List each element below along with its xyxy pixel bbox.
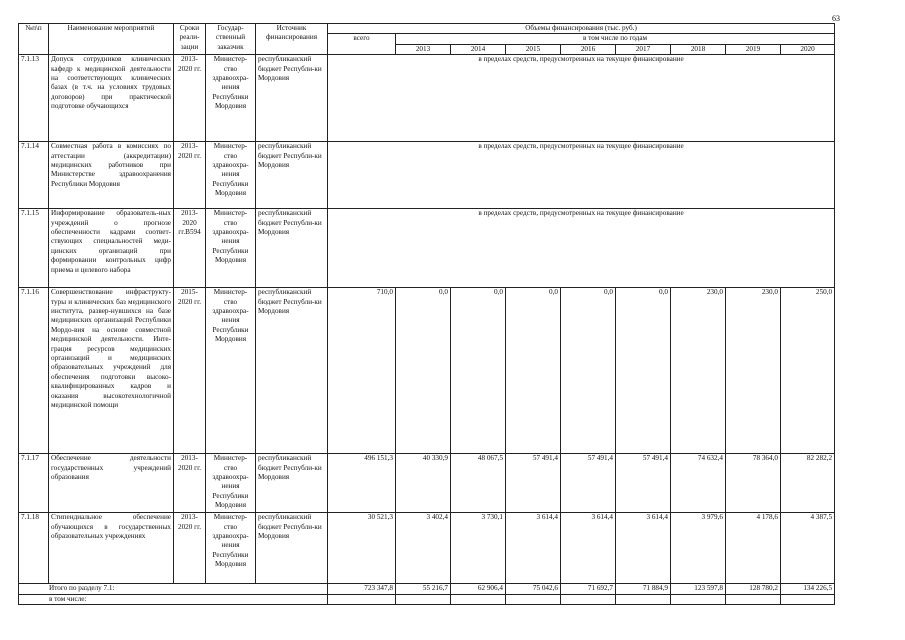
header-year: 2016	[561, 44, 616, 54]
row-source: республиканский бюджет Республи-ки Мордовия	[256, 513, 328, 584]
row-source: республиканский бюджет Республи-ки Мордовия	[256, 454, 328, 513]
header-name: Наименование мероприятий	[49, 24, 174, 55]
row-total: 496 151,3	[328, 454, 396, 513]
header-year: 2018	[671, 44, 726, 54]
row-customer: Министер-ство здравоохра-нения Республики Мордовия	[206, 513, 256, 584]
row-year-value: 230,0	[671, 288, 726, 454]
row-customer: Министер-ство здравоохра-нения Республики Мордовия	[206, 209, 256, 288]
header-row	[19, 24, 835, 34]
total-row	[19, 584, 835, 594]
row-name: Стипендиальное обеспечение обучающихся в государственных образовательных учреждениях	[49, 513, 174, 584]
row-customer: Министер-ство здравоохра-нения Республики Мордовия	[206, 454, 256, 513]
row-term: 2013-2020 гг.	[174, 55, 206, 142]
row-total: 30 521,3	[328, 513, 396, 584]
total-sum: 723 347,8	[328, 584, 396, 594]
table-row	[19, 209, 835, 288]
header-by-year: в том числе по годам	[396, 34, 835, 44]
table-row	[19, 454, 835, 513]
row-funding-note: в пределах средств, предусмотренных на текущее финансирование	[328, 55, 835, 142]
row-num: 7.1.15	[19, 209, 49, 288]
row-customer: Министер-ство здравоохра-нения Республики Мордовия	[206, 55, 256, 142]
row-term: 2013-2020 гг.	[174, 454, 206, 513]
row-funding-note: в пределах средств, предусмотренных на текущее финансирование	[328, 209, 835, 288]
row-year-value: 3 979,6	[671, 513, 726, 584]
row-year-value: 57 491,4	[561, 454, 616, 513]
row-funding-note: в пределах средств, предусмотренных на текущее финансирование	[328, 142, 835, 209]
row-year-value: 3 614,4	[506, 513, 561, 584]
row-year-value: 40 330,9	[396, 454, 451, 513]
row-term: 2013-2020 гг.В594	[174, 209, 206, 288]
row-year-value: 230,0	[726, 288, 781, 454]
row-year-value: 250,0	[781, 288, 835, 454]
row-source: республиканский бюджет Республи-ки Мордовия	[256, 55, 328, 142]
total-year-value: 62 906,4	[451, 584, 506, 594]
row-year-value: 0,0	[616, 288, 671, 454]
total-year-value: 128 780,2	[726, 584, 781, 594]
total-year-value: 71 692,7	[561, 584, 616, 594]
including-row	[19, 594, 835, 604]
row-name: Информирование образователь-ных учреждений о прогнозе обеспеченности кадрами соответ-ствующих специальностей меди-цинских организаций при формировании контрольных цифр приема и целевого набора	[49, 209, 174, 288]
row-name: Допуск сотрудников клинических кафедр к медицинской деятельности на соответствующих клинических базах (в т.ч. на условиях трудовых договоров) при практической подготовке обучающихся	[49, 55, 174, 142]
row-term: 2013-2020 гг.	[174, 513, 206, 584]
empty-cell	[561, 594, 616, 604]
row-num: 7.1.16	[19, 288, 49, 454]
header-funding: Объемы финансирования (тыс. руб.)	[328, 24, 835, 34]
row-num: 7.1.14	[19, 142, 49, 209]
row-year-value: 0,0	[561, 288, 616, 454]
header-year: 2013	[396, 44, 451, 54]
row-num: 7.1.13	[19, 55, 49, 142]
row-term: 2013-2020 гг.	[174, 142, 206, 209]
total-year-value: 134 226,5	[781, 584, 835, 594]
row-year-value: 78 364,0	[726, 454, 781, 513]
row-name: Совместная работа в комиссиях по аттестации (аккредитации) медицинских работников при Министерстве здравоохранения Республики Мордовия	[49, 142, 174, 209]
empty-cell	[616, 594, 671, 604]
header-total: всего	[328, 34, 396, 55]
row-year-value: 57 491,4	[616, 454, 671, 513]
row-total: 710,0	[328, 288, 396, 454]
total-year-value: 75 042,6	[506, 584, 561, 594]
header-year: 2017	[616, 44, 671, 54]
header-customer: Государ-ственный заказчик	[206, 24, 256, 55]
table-row	[19, 55, 835, 142]
row-num: 7.1.18	[19, 513, 49, 584]
row-customer: Министер-ство здравоохра-нения Республики Мордовия	[206, 142, 256, 209]
total-year-value: 55 216,7	[396, 584, 451, 594]
row-year-value: 57 491,4	[506, 454, 561, 513]
row-name: Совершенствование инфраструкту-туры и клинических баз медицинского института, развер-нувшихся на базе медицинских организаций Республики Мордо-вия на основе совместной медицинской деятельности. Инте-грация ресурсов медицинских организаций и медицинских образовательных учреждений для обеспечения подготовки высоко-квалифицированных кадров и оказания высокотехнологичной медицинской помощи	[49, 288, 174, 454]
row-num: 7.1.17	[19, 454, 49, 513]
header-year: 2020	[781, 44, 835, 54]
header-year: 2014	[451, 44, 506, 54]
row-year-value: 3 402,4	[396, 513, 451, 584]
row-year-value: 82 282,2	[781, 454, 835, 513]
row-year-value: 48 067,5	[451, 454, 506, 513]
row-term: 2015-2020 гг.	[174, 288, 206, 454]
header-year: 2019	[726, 44, 781, 54]
row-year-value: 0,0	[506, 288, 561, 454]
row-source: республиканский бюджет Республи-ки Мордовия	[256, 209, 328, 288]
funding-table	[18, 23, 835, 605]
row-year-value: 3 614,4	[561, 513, 616, 584]
header-num: №п\п	[19, 24, 49, 55]
empty-cell	[726, 594, 781, 604]
row-year-value: 0,0	[451, 288, 506, 454]
row-year-value: 3 614,4	[616, 513, 671, 584]
empty-cell	[671, 594, 726, 604]
total-year-value: 123 597,8	[671, 584, 726, 594]
header-term: Сроки реали-зации	[174, 24, 206, 55]
header-year: 2015	[506, 44, 561, 54]
empty-cell	[506, 594, 561, 604]
row-year-value: 3 730,1	[451, 513, 506, 584]
row-year-value: 4 178,6	[726, 513, 781, 584]
table-row	[19, 513, 835, 584]
empty-cell	[451, 594, 506, 604]
row-customer: Министер-ство здравоохра-нения Республики Мордовия	[206, 288, 256, 454]
row-year-value: 4 387,5	[781, 513, 835, 584]
total-label: Итого по разделу 7.1:	[19, 584, 328, 594]
row-year-value: 74 632,4	[671, 454, 726, 513]
row-name: Обеспечение деятельности государственных учреждений образования	[49, 454, 174, 513]
row-year-value: 0,0	[396, 288, 451, 454]
including-label: в том числе:	[19, 594, 328, 604]
header-source: Источник финансирования	[256, 24, 328, 55]
row-source: республиканский бюджет Республи-ки Мордовия	[256, 288, 328, 454]
empty-cell	[781, 594, 835, 604]
table-row	[19, 142, 835, 209]
empty-cell	[328, 594, 396, 604]
table-row	[19, 288, 835, 454]
empty-cell	[396, 594, 451, 604]
total-year-value: 71 884,9	[616, 584, 671, 594]
page-number: 63	[832, 14, 840, 23]
row-source: республиканский бюджет Республи-ки Мордовия	[256, 142, 328, 209]
